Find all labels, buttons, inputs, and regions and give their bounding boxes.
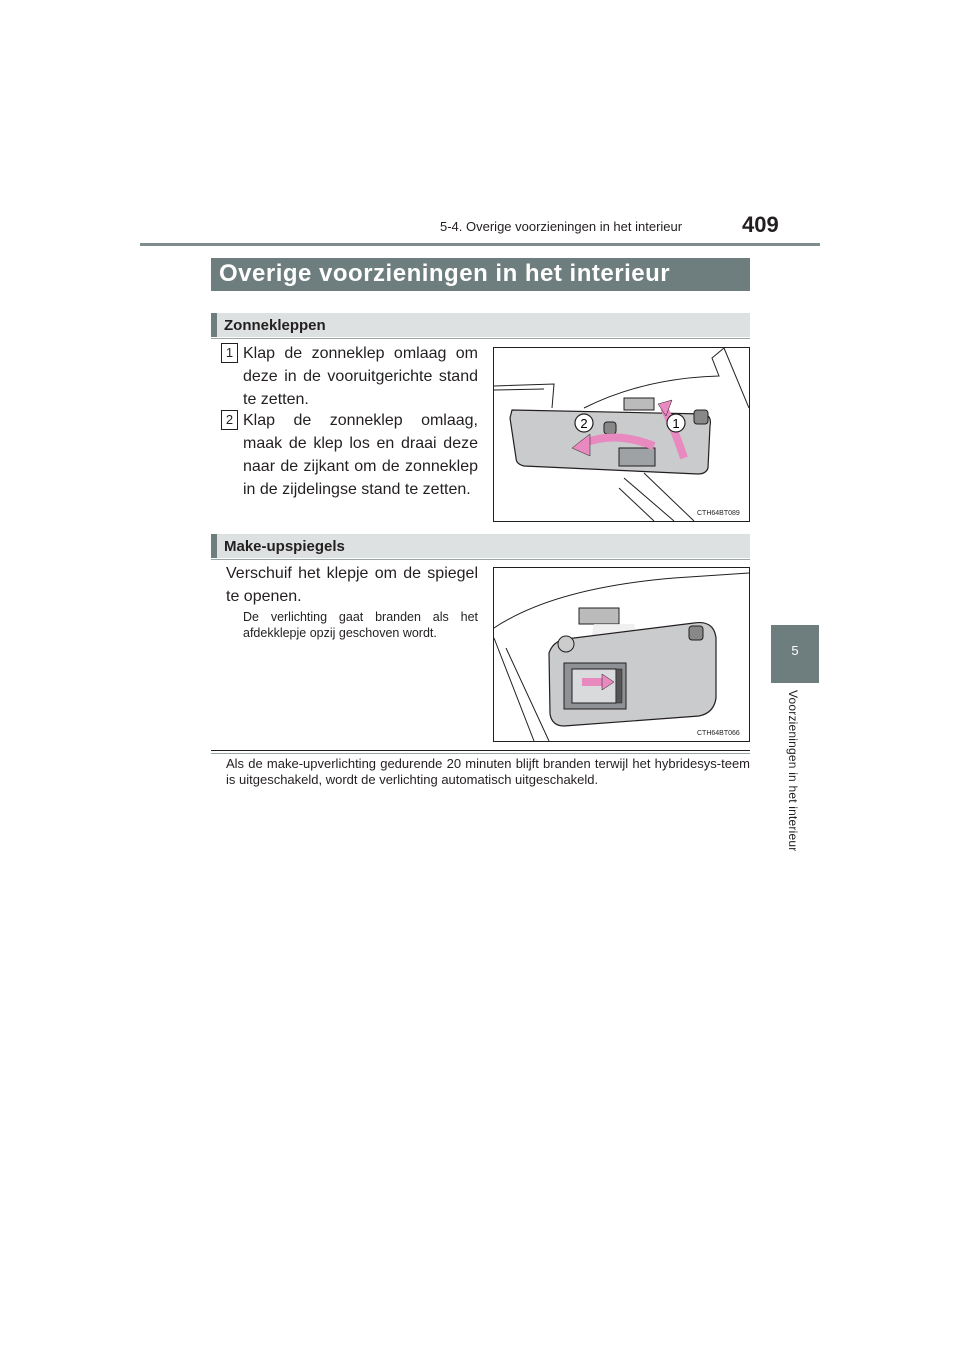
section-stripe: [211, 313, 217, 337]
callout-2: 2: [580, 416, 588, 431]
section-header-sunvisors: [211, 313, 750, 337]
mirror-note: De verlichting gaat branden als het afdekklepje opzij geschoven wordt.: [243, 610, 478, 640]
main-title: Overige voorzieningen in het interieur: [219, 260, 671, 287]
vanity-mirror-illustration: [494, 568, 749, 741]
section-stripe: [211, 534, 217, 558]
figure-code: CTH64BT066: [697, 730, 740, 737]
chapter-number: 5: [791, 643, 799, 658]
step-2-text: Klap de zonneklep omlaag, maak de klep los en draai deze naar de zijkant om de zonneklep in de zijdelingse stand te zetten.: [243, 412, 478, 498]
sunvisor-illustration: [494, 348, 749, 521]
chapter-label: Voorzieningen in het interieur: [786, 690, 800, 852]
mirror-instruction: Verschuif het klepje om de spiegel te openen.: [226, 565, 478, 605]
section-title: Zonnekleppen: [224, 317, 326, 334]
section-header-mirrors: [211, 534, 750, 558]
footer-note: Als de make-upverlichting gedurende 20 minuten blijft branden terwijl het hybridesys-teem is uitgeschakeld, wordt de verlichting automatisch uitgeschakeld.: [226, 756, 750, 787]
figure-code: CTH64BT089: [697, 510, 740, 517]
section-underline: [211, 559, 750, 560]
callout-1: 1: [672, 416, 680, 431]
step-1-text: Klap de zonneklep omlaag om deze in de vooruitgerichte stand te zetten.: [243, 345, 478, 408]
figure-sunvisor: [493, 347, 750, 522]
header-rule: [140, 243, 820, 246]
note-rule: [211, 750, 750, 751]
figure-vanity-mirror: [493, 567, 750, 742]
main-title-bar: [211, 258, 750, 291]
section-title: Make-upspiegels: [224, 538, 345, 555]
page-number: 409: [742, 212, 779, 237]
step-number-1: 1: [221, 343, 238, 363]
chapter-tab[interactable]: [771, 625, 819, 683]
running-header: 5-4. Overige voorzieningen in het interieur: [440, 219, 683, 234]
note-rule-secondary: [211, 753, 750, 754]
step-number-2: 2: [221, 410, 238, 430]
section-underline: [211, 338, 750, 339]
